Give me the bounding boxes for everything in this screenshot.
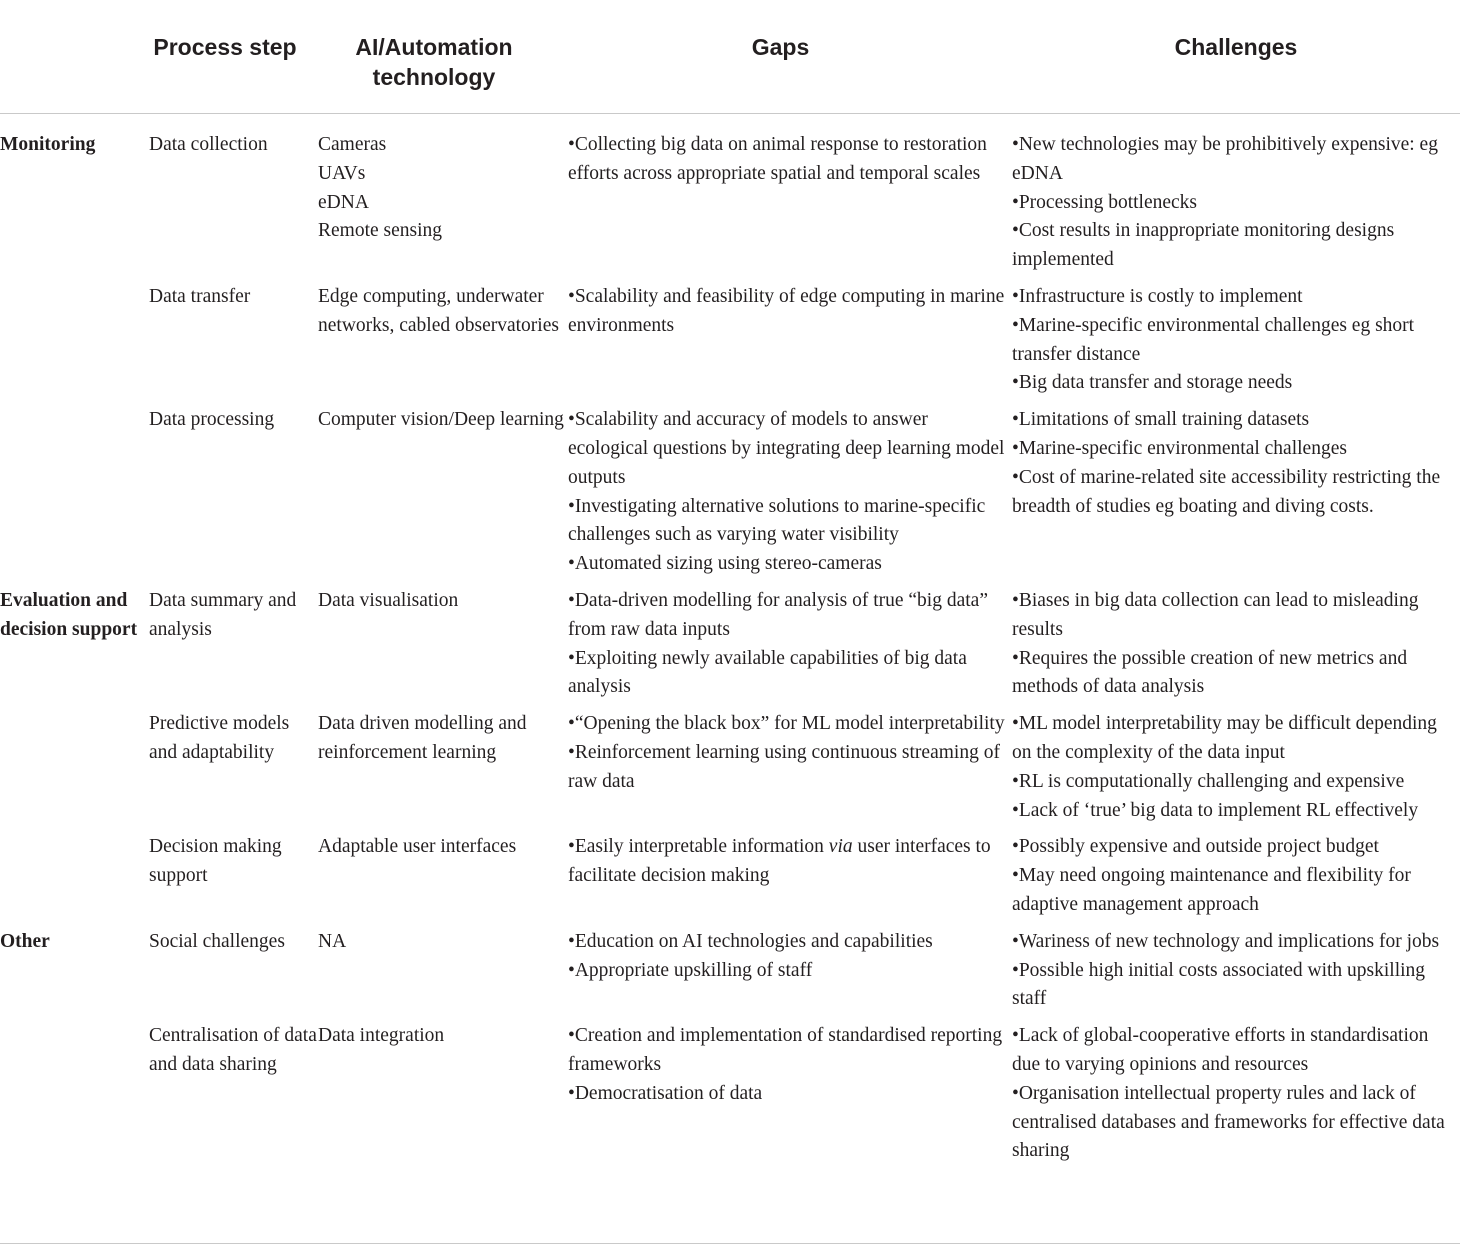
process-step-cell [149, 406, 318, 587]
step-text: Data summary and analysis [149, 589, 297, 640]
tech-text: Data driven modelling and reinforcement learning [318, 713, 527, 763]
challenges-text: •May need ongoing maintenance and flexibility for adaptive management approach [1012, 865, 1411, 915]
gaps-text: •Easily interpretable information via user interfaces to facilitate decision making [568, 836, 991, 887]
tech-text: Remote sensing [318, 220, 443, 242]
header-gaps: Gaps [751, 34, 810, 60]
table-row [0, 710, 1460, 833]
data-table [0, 131, 1460, 1174]
table-header [0, 0, 1460, 114]
category-cell [0, 406, 149, 587]
technology-cell [318, 406, 568, 587]
challenges-text: •Biases in big data collection can lead to misleading results [1012, 589, 1419, 640]
gaps-cell [568, 1022, 1012, 1174]
challenges-cell [1012, 1022, 1460, 1174]
gaps-cell [568, 587, 1012, 710]
gaps-text: •Data-driven modelling for analysis of true “big data” from raw data inputs [568, 589, 988, 640]
challenges-text: •Limitations of small training datasets [1012, 409, 1310, 431]
challenges-text: •Cost of marine-related site accessibility restricting the breadth of studies eg boating and diving costs. [1012, 466, 1441, 517]
table-row [0, 406, 1460, 587]
challenges-cell [1012, 283, 1460, 406]
challenges-text: •Marine-specific environmental challenges eg short transfer distance [1012, 314, 1415, 365]
challenges-text: •Possibly expensive and outside project budget [1012, 836, 1379, 858]
table-row [0, 928, 1460, 1022]
gaps-cell [568, 406, 1012, 587]
technology-cell [318, 928, 568, 1022]
category-cell [0, 928, 149, 1022]
gaps-text: •Collecting big data on animal response to restoration efforts across appropriate spatial and temporal scales [568, 134, 987, 184]
gaps-text: •Creation and implementation of standardised reporting frameworks [568, 1025, 1003, 1075]
process-step-cell [149, 1022, 318, 1174]
process-step-cell [149, 928, 318, 1022]
step-text: Data collection [149, 134, 268, 155]
table-row [0, 587, 1460, 710]
gaps-text: •Education on AI technologies and capabilities [568, 930, 933, 952]
technology-cell [318, 283, 568, 406]
tech-text: UAVs [318, 162, 366, 184]
process-step-cell [149, 710, 318, 833]
challenges-text: •ML model interpretability may be difficult depending on the complexity of the data input [1012, 713, 1437, 763]
technology-cell [318, 710, 568, 833]
category-cell [0, 1022, 149, 1174]
gaps-cell [568, 710, 1012, 833]
challenges-text: •Possible high initial costs associated with upskilling staff [1012, 959, 1426, 1010]
table-row [0, 131, 1460, 283]
header-challenges: Challenges [1174, 34, 1298, 60]
step-text: Decision making support [149, 836, 282, 887]
challenges-cell [1012, 833, 1460, 927]
table-row [0, 833, 1460, 927]
gaps-text: •Automated sizing using stereo-cameras [568, 553, 882, 575]
category-cell [0, 283, 149, 406]
tech-text: NA [318, 930, 347, 952]
gaps-text: •Reinforcement learning using continuous streaming of raw data [568, 741, 1000, 792]
challenges-cell [1012, 928, 1460, 1022]
challenges-cell [1012, 406, 1460, 587]
tech-text: Cameras [318, 134, 387, 155]
gaps-text: •Exploiting newly available capabilities of big data analysis [568, 647, 967, 698]
process-step-cell [149, 833, 318, 927]
tech-text: Data integration [318, 1025, 445, 1047]
gaps-cell [568, 928, 1012, 1022]
process-step-cell [149, 283, 318, 406]
challenges-text: •Lack of global-cooperative efforts in standardisation due to varying opinions and resources [1012, 1025, 1429, 1075]
process-step-cell [149, 587, 318, 710]
category-text: Other [0, 930, 50, 952]
challenges-cell [1012, 710, 1460, 833]
tech-text: eDNA [318, 191, 369, 213]
challenges-text: •Processing bottlenecks [1012, 191, 1198, 213]
step-text: Social challenges [149, 930, 285, 952]
header-ai-technology [320, 32, 548, 92]
category-cell [0, 131, 149, 283]
gaps-cell [568, 283, 1012, 406]
gaps-text: •Scalability and feasibility of edge computing in marine environments [568, 285, 1005, 336]
gaps-text: •Investigating alternative solutions to marine-specific challenges such as varying water visibility [568, 495, 986, 546]
gaps-cell [568, 131, 1012, 283]
challenges-cell [1012, 587, 1460, 710]
process-step-cell [149, 131, 318, 283]
tech-text: Computer vision/Deep learning [318, 409, 564, 431]
gaps-text: •Appropriate upskilling of staff [568, 959, 813, 981]
category-cell [0, 587, 149, 710]
gaps-text: •Scalability and accuracy of models to answer ecological questions by integrating deep learning model outputs [568, 409, 1005, 488]
technology-cell [318, 833, 568, 927]
step-text: Centralisation of data and data sharing [149, 1025, 317, 1075]
challenges-text: •Lack of ‘true’ big data to implement RL effectively [1012, 799, 1419, 821]
challenges-text: •New technologies may be prohibitively expensive: eg eDNA [1012, 134, 1438, 184]
gaps-cell [568, 833, 1012, 927]
tech-text: Data visualisation [318, 589, 459, 611]
category-cell [0, 710, 149, 833]
step-text: Data processing [149, 409, 275, 431]
challenges-text: •Organisation intellectual property rules and lack of centralised databases and frameworks for effective data sharing [1012, 1082, 1445, 1162]
gaps-text: •Democratisation of data [568, 1082, 763, 1104]
challenges-text: •Requires the possible creation of new metrics and methods of data analysis [1012, 647, 1408, 698]
bottom-rule [0, 1243, 1460, 1244]
challenges-text: •RL is computationally challenging and expensive [1012, 770, 1405, 792]
challenges-text: •Wariness of new technology and implications for jobs [1012, 930, 1440, 952]
challenges-text: •Cost results in inappropriate monitoring designs implemented [1012, 220, 1395, 271]
challenges-text: •Infrastructure is costly to implement [1012, 285, 1303, 307]
technology-cell [318, 1022, 568, 1174]
table-row [0, 283, 1460, 406]
challenges-text: •Marine-specific environmental challenges [1012, 437, 1347, 459]
technology-cell [318, 131, 568, 283]
header-process-step: Process step [153, 34, 297, 60]
header-ai-technology-line1: AI/Automation [355, 34, 513, 60]
challenges-text: •Big data transfer and storage needs [1012, 372, 1293, 394]
category-cell [0, 833, 149, 927]
category-text: Evaluation and decision support [0, 589, 138, 640]
step-text: Predictive models and adaptability [149, 713, 290, 763]
step-text: Data transfer [149, 285, 251, 307]
tech-text: Edge computing, underwater networks, cabled observatories [318, 285, 559, 336]
gaps-text: •“Opening the black box” for ML model interpretability [568, 713, 1005, 735]
header-ai-technology-line2: technology [372, 64, 496, 90]
technology-cell [318, 587, 568, 710]
tech-text: Adaptable user interfaces [318, 836, 517, 858]
challenges-cell [1012, 131, 1460, 283]
category-text: Monitoring [0, 134, 96, 155]
table-row [0, 1022, 1460, 1174]
